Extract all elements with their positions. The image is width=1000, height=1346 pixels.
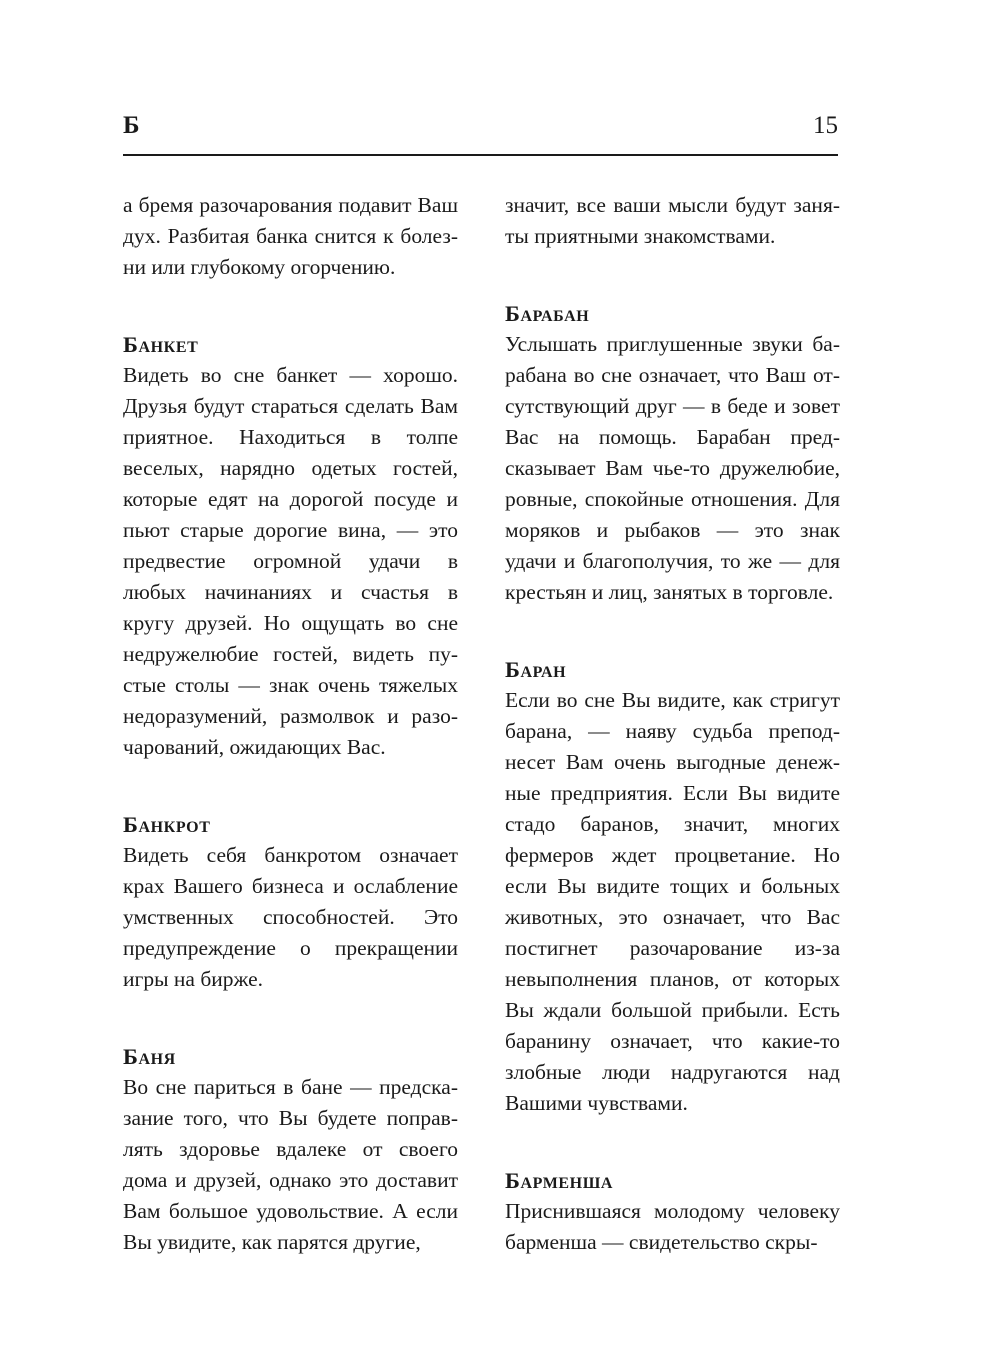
entry-text: Видеть себя банкротом означает крах Вашего бизнеса и ослабление умственных способностей. Это предупреждение о прекращении игры на бирже. [123,843,458,991]
continuation-text: значит, все ваши мысли будут заняты приятными знакомствами. [505,193,840,248]
page-header [123,108,838,156]
entry-text: Видеть во сне банкет — хорошо. Друзья будут стараться сделать Вам приятное. Находиться в толпе веселых, нарядно одетых гостей, которые едят на дорогой посуде и пьют старые дорогие вина, — это предвестие огромной удачи в любых начинаниях и счастья в кругу друзей. Но ощущать во сне недружелюбие гостей, видеть пустые столы — знак очень тяжелых недоразумений, размолвок и разочарований, ожидающих Вас. [123,363,458,759]
continuation-text: а бремя разочарования подавит Ваш дух. Разбитая банка снится к болезни или глубокому огорчению. [123,193,458,279]
entry-banket [123,329,458,763]
entry-banya [123,1041,458,1258]
entry-text: Приснившаяся молодому человеку барменша — свидетельство скры- [505,1199,840,1254]
entry-title: Банкрот [123,812,211,837]
left-column [123,190,458,1258]
page-number: 15 [813,112,838,139]
entry-baraban [505,298,840,608]
entry-barmensha [505,1165,840,1258]
entry-title: Баран [505,657,567,682]
entry-title: Барабан [505,301,590,326]
entry-bankrot [123,809,458,995]
right-column [505,190,840,1258]
entry-text: Если во сне Вы видите, как стригут барана, — наяву судьба преподнесет Вам очень выгодные денежные предприятия. Если Вы видите стадо баранов, значит, многих фермеров ждет процветание. Но если Вы видите тощих и больных животных, это означает, что Вас постигнет разочарование из-за невыполнения планов, от которых Вы ждали большой прибыли. Есть баранину означает, что какие-то злобные люди надругаются над Вашими чувствами. [505,688,840,1115]
entry-text: Услышать приглушенные звуки барабана во сне означает, что Ваш отсутствующий друг — в беде и зовет Вас на помощь. Барабан предсказывает Вам чье-то дружелюбие, ровные, спокойные отношения. Для моряков и рыбаков — это знак удачи и благополучия, то же — для крестьян и лиц, занятых в торговле. [505,332,840,604]
entry-title: Баня [123,1044,176,1069]
entry-text: Во сне париться в бане — предсказание того, что Вы будете поправлять здоровье вдалеке от своего дома и друзей, однако это доставит Вам большое удовольствие. А если Вы увидите, как парятся другие, [123,1075,458,1254]
entry-title: Барменша [505,1168,614,1193]
entry-baran [505,654,840,1119]
entry-title: Банкет [123,332,199,357]
running-head-letter: Б [123,112,140,139]
